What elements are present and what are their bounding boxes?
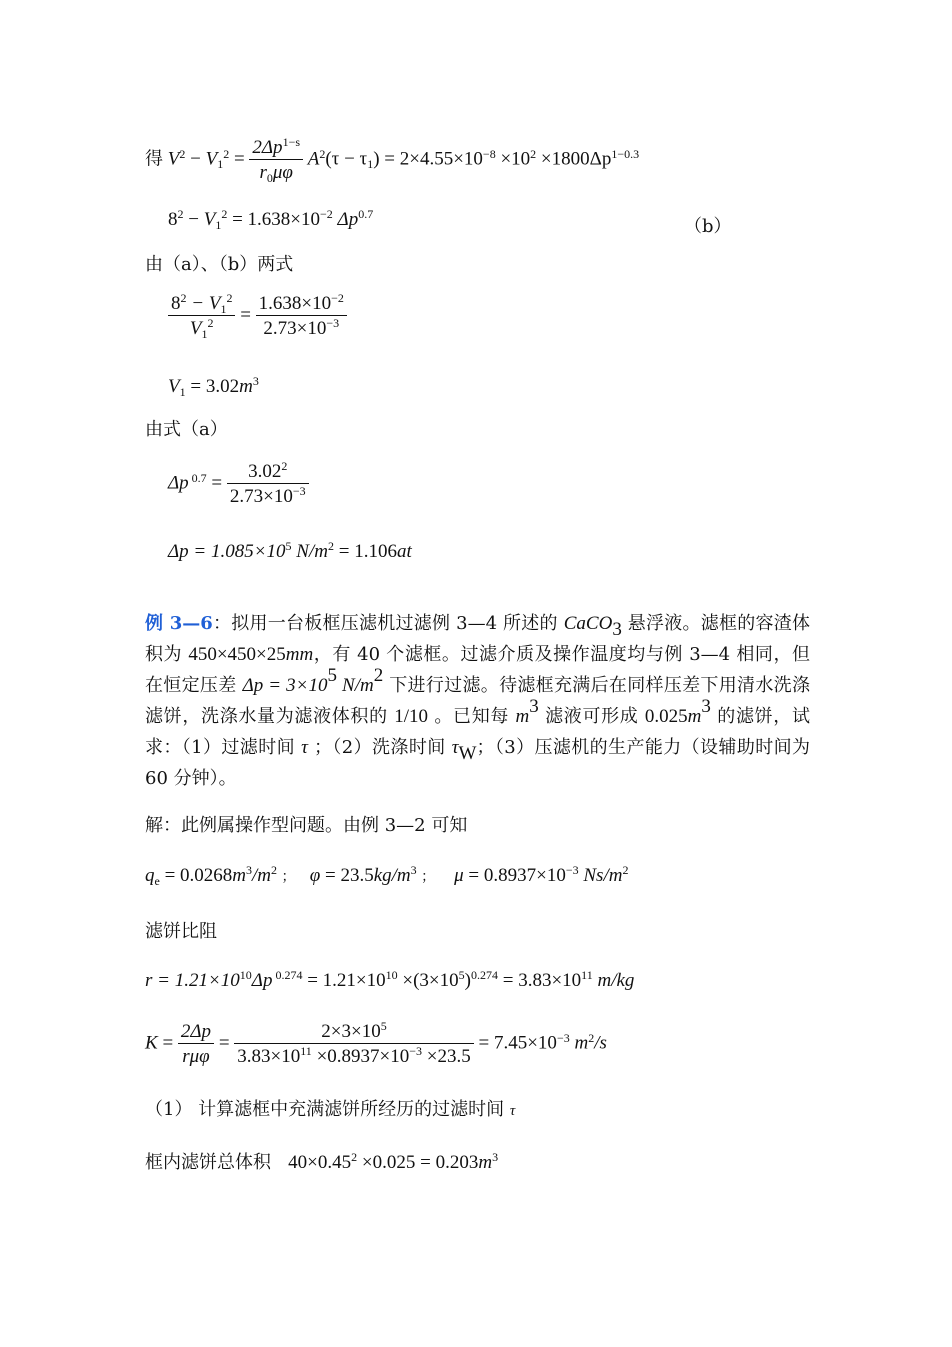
- equation-1: 得 $V^2 - V_1^2$ = $\frac{2\Delta p^{1-s}}{r_0\mu\varphi}$ $A^2(\tau - \tau_1) = 2\times 4.55\times 10^{-8} \times 10^2 \times 1800\Delta p^{1-0.3}$: [145, 135, 640, 185]
- paragraph-cake-resistance: 滤饼比阻: [145, 921, 217, 942]
- equation-7: $q_e = 0.0268m^3/m^2$ ； $\varphi = 23.5kg/m^3$ ； $\mu = 0.8937\times 10^{-3}$ $Ns/m^2$: [145, 863, 629, 888]
- equation-3: $\frac{8^2 - V_1^2}{V_1^2}$ = $\frac{1.638\times 10^{-2}}{2.73\times 10^{-3}}$: [168, 294, 347, 338]
- equation-9: K = $\frac{2\Delta p}{\text{rμφ}}$ = $\frac{2\times 3\times 10^5}{3.83\times 10^{11} \times 0.8937\times 10^{-3} \times 23.5}$ = $7.45\times 10^{-3}$ $m^2/s$: [145, 1019, 607, 1067]
- paragraph-cake-volume: 框内滤饼总体积 $40\times 0.45^2 \times 0.025 = 0.203m^3$: [145, 1150, 499, 1173]
- paragraph-from-a: 由式（a）: [145, 419, 228, 440]
- paragraph-solution: 解：此例属操作型问题。由例 3—2 可知: [145, 815, 468, 836]
- paragraph-from-ab: 由（a）、（b）两式: [145, 254, 294, 275]
- equation-8: $r = 1.21\times 10^{10}\Delta p$ $^{0.274} = 1.21\times 10^{10} \times(3\times 10^5)^{0.274} = 3.83\times 10^{11}$ m/kg: [145, 968, 635, 991]
- example-label: 例 3—6: [145, 613, 213, 634]
- fraction: $\frac{2\Delta p^{1-s}}{r_0\mu\varphi}$: [249, 138, 303, 182]
- equation-10: $40\times 0.45^2 \times 0.025 = 0.203m^3$: [288, 1150, 499, 1173]
- equation-tag-b: （b）: [684, 216, 732, 237]
- equation-2: $8^2 - V_1^2 = 1.638\times 10^{-2}$ $\Delta p^{0.7}$: [168, 207, 374, 232]
- paragraph-step-1: （1） 计算滤框中充满滤饼所经历的过滤时间 τ: [145, 1099, 516, 1120]
- text-de: 得: [145, 148, 163, 170]
- example-3-6-paragraph: 例 3—6：拟用一台板框压滤机过滤例 3—4 所述的 CaCO$_3$ 悬浮液。滤框的容渣体积为 450×450×25mm，有 40 个滤框。过滤介质及操作温度均与例 3—4 相同，但在恒定压差 $\Delta p = 3\times 10^5$ $N/m^2$ 下进行过滤。待滤框充满后在同样压差下用清水洗涤滤饼，洗涤水量为滤液体积的 1/10 。已知每 $m^3$ 滤液可形成 $0.025m^3$ 的滤饼，试求：（1）过滤时间 τ ；（2）洗涤时间 $\tau_W$；（3）压滤机的生产能力（设辅助时间为 60 分钟）。: [145, 613, 810, 789]
- equation-5: Δp $^{0.7}$ = $\frac{3.02^2}{2.73\times 10^{-3}}$: [168, 462, 309, 506]
- equation-4: $V_1 = 3.02m^3$: [168, 374, 259, 399]
- equation-6: $\Delta p = 1.085\times 10^5$ $N/m^2 = 1.106at$: [168, 539, 412, 562]
